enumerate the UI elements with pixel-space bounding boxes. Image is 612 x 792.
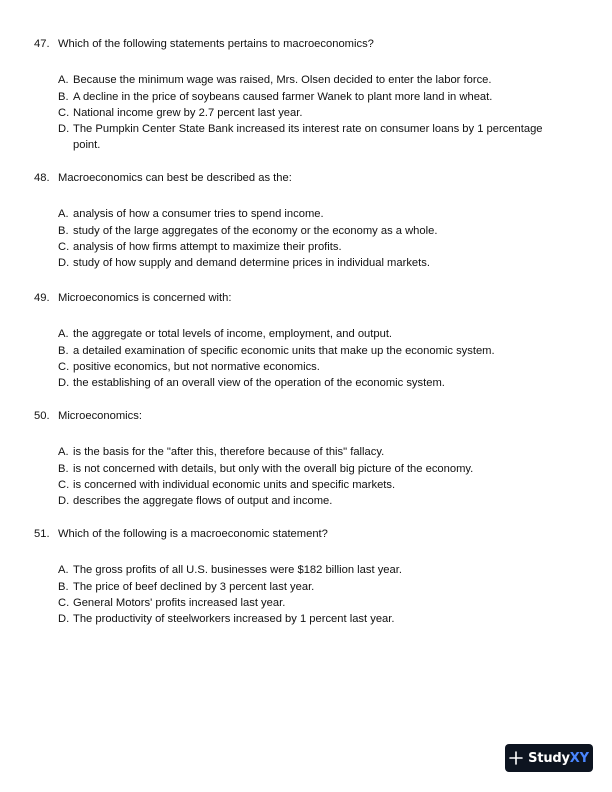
question-stem — [34, 290, 554, 306]
option-letter: C. — [58, 106, 70, 119]
option-letter: D. — [58, 495, 70, 508]
brand-accent: XY — [569, 750, 589, 766]
option-a — [58, 444, 554, 460]
question-number: 47. — [34, 38, 50, 50]
option-letter: B. — [58, 90, 69, 103]
option-a — [58, 562, 554, 578]
option-letter: D. — [58, 123, 70, 136]
option-letter: D. — [58, 613, 70, 626]
option-c — [58, 239, 554, 255]
option-text: describes the aggregate flows of output and income. — [73, 495, 333, 508]
option-text: analysis of how firms attempt to maximize their profits. — [73, 240, 342, 253]
option-text: A decline in the price of soybeans caused farmer Wanek to plant more land in wheat. — [73, 90, 493, 103]
option-text: The Pumpkin Center State Bank increased its interest rate on consumer loans by 1 percentage point. — [73, 123, 543, 152]
question-50 — [34, 408, 554, 509]
option-text: study of how supply and demand determine prices in individual markets. — [73, 257, 430, 270]
option-text: Because the minimum wage was raised, Mrs. Olsen decided to enter the labor force. — [73, 74, 492, 87]
question-number: 50. — [34, 410, 50, 422]
answer-options — [58, 206, 554, 271]
option-text: analysis of how a consumer tries to spend income. — [73, 208, 324, 221]
option-letter: A. — [58, 446, 69, 459]
option-d — [58, 493, 554, 509]
option-b — [58, 343, 554, 359]
option-b — [58, 461, 554, 477]
option-text: The price of beef declined by 3 percent last year. — [73, 580, 315, 593]
option-text: The gross profits of all U.S. businesses were $182 billion last year. — [73, 564, 402, 577]
question-stem — [34, 36, 554, 52]
answer-options — [58, 444, 554, 509]
question-number: 48. — [34, 172, 50, 184]
question-51 — [34, 526, 554, 627]
question-text: Microeconomics is concerned with: — [58, 292, 232, 304]
option-text: National income grew by 2.7 percent last year. — [73, 106, 303, 119]
option-text: positive economics, but not normative economics. — [73, 360, 320, 373]
question-48 — [34, 170, 554, 271]
question-number: 49. — [34, 292, 50, 304]
option-letter: A. — [58, 74, 69, 87]
brand-word: Study — [528, 750, 570, 766]
option-c — [58, 595, 554, 611]
option-b — [58, 579, 554, 595]
question-number: 51. — [34, 528, 50, 540]
option-text: is the basis for the "after this, therefore because of this" fallacy. — [73, 446, 385, 459]
answer-options — [58, 562, 554, 627]
option-c — [58, 477, 554, 493]
question-stem — [34, 526, 554, 542]
option-text: the aggregate or total levels of income, employment, and output. — [73, 328, 393, 341]
option-a — [58, 72, 554, 88]
option-letter: C. — [58, 360, 70, 373]
option-text: The productivity of steelworkers increased by 1 percent last year. — [73, 613, 395, 626]
option-b — [58, 223, 554, 239]
option-text: study of the large aggregates of the economy or the economy as a whole. — [73, 224, 438, 237]
option-letter: A. — [58, 564, 69, 577]
option-d — [58, 255, 554, 271]
option-letter: B. — [58, 462, 69, 475]
option-letter: B. — [58, 224, 69, 237]
option-text: the establishing of an overall view of the operation of the economic system. — [73, 377, 445, 390]
option-c — [58, 359, 554, 375]
question-49 — [34, 290, 554, 391]
studyxy-logo[interactable] — [505, 744, 593, 772]
question-text: Which of the following statements pertains to macroeconomics? — [58, 38, 374, 50]
option-letter: A. — [58, 208, 69, 221]
option-letter: D. — [58, 257, 70, 270]
option-text: is concerned with individual economic units and specific markets. — [73, 478, 396, 491]
option-b — [58, 89, 554, 105]
option-letter: B. — [58, 580, 69, 593]
option-text: General Motors' profits increased last year. — [73, 596, 286, 609]
question-text: Microeconomics: — [58, 410, 142, 422]
option-a — [58, 326, 554, 342]
option-d — [58, 375, 554, 391]
question-text: Macroeconomics can best be described as the: — [58, 172, 292, 184]
option-letter: C. — [58, 240, 70, 253]
option-d — [58, 611, 554, 627]
question-stem — [34, 170, 554, 186]
plus-icon — [509, 751, 523, 765]
question-text: Which of the following is a macroeconomic statement? — [58, 528, 328, 540]
option-letter: C. — [58, 596, 70, 609]
option-a — [58, 206, 554, 222]
option-letter: C. — [58, 478, 70, 491]
brand-wordmark — [528, 752, 589, 765]
question-47 — [34, 36, 554, 154]
option-d — [58, 121, 554, 154]
option-letter: A. — [58, 328, 69, 341]
answer-options — [58, 326, 554, 391]
answer-options — [58, 72, 554, 153]
option-c — [58, 105, 554, 121]
option-letter: D. — [58, 377, 70, 390]
question-stem — [34, 408, 554, 424]
option-text: a detailed examination of specific economic units that make up the economic system. — [73, 344, 495, 357]
option-letter: B. — [58, 344, 69, 357]
option-text: is not concerned with details, but only with the overall big picture of the economy. — [73, 462, 474, 475]
